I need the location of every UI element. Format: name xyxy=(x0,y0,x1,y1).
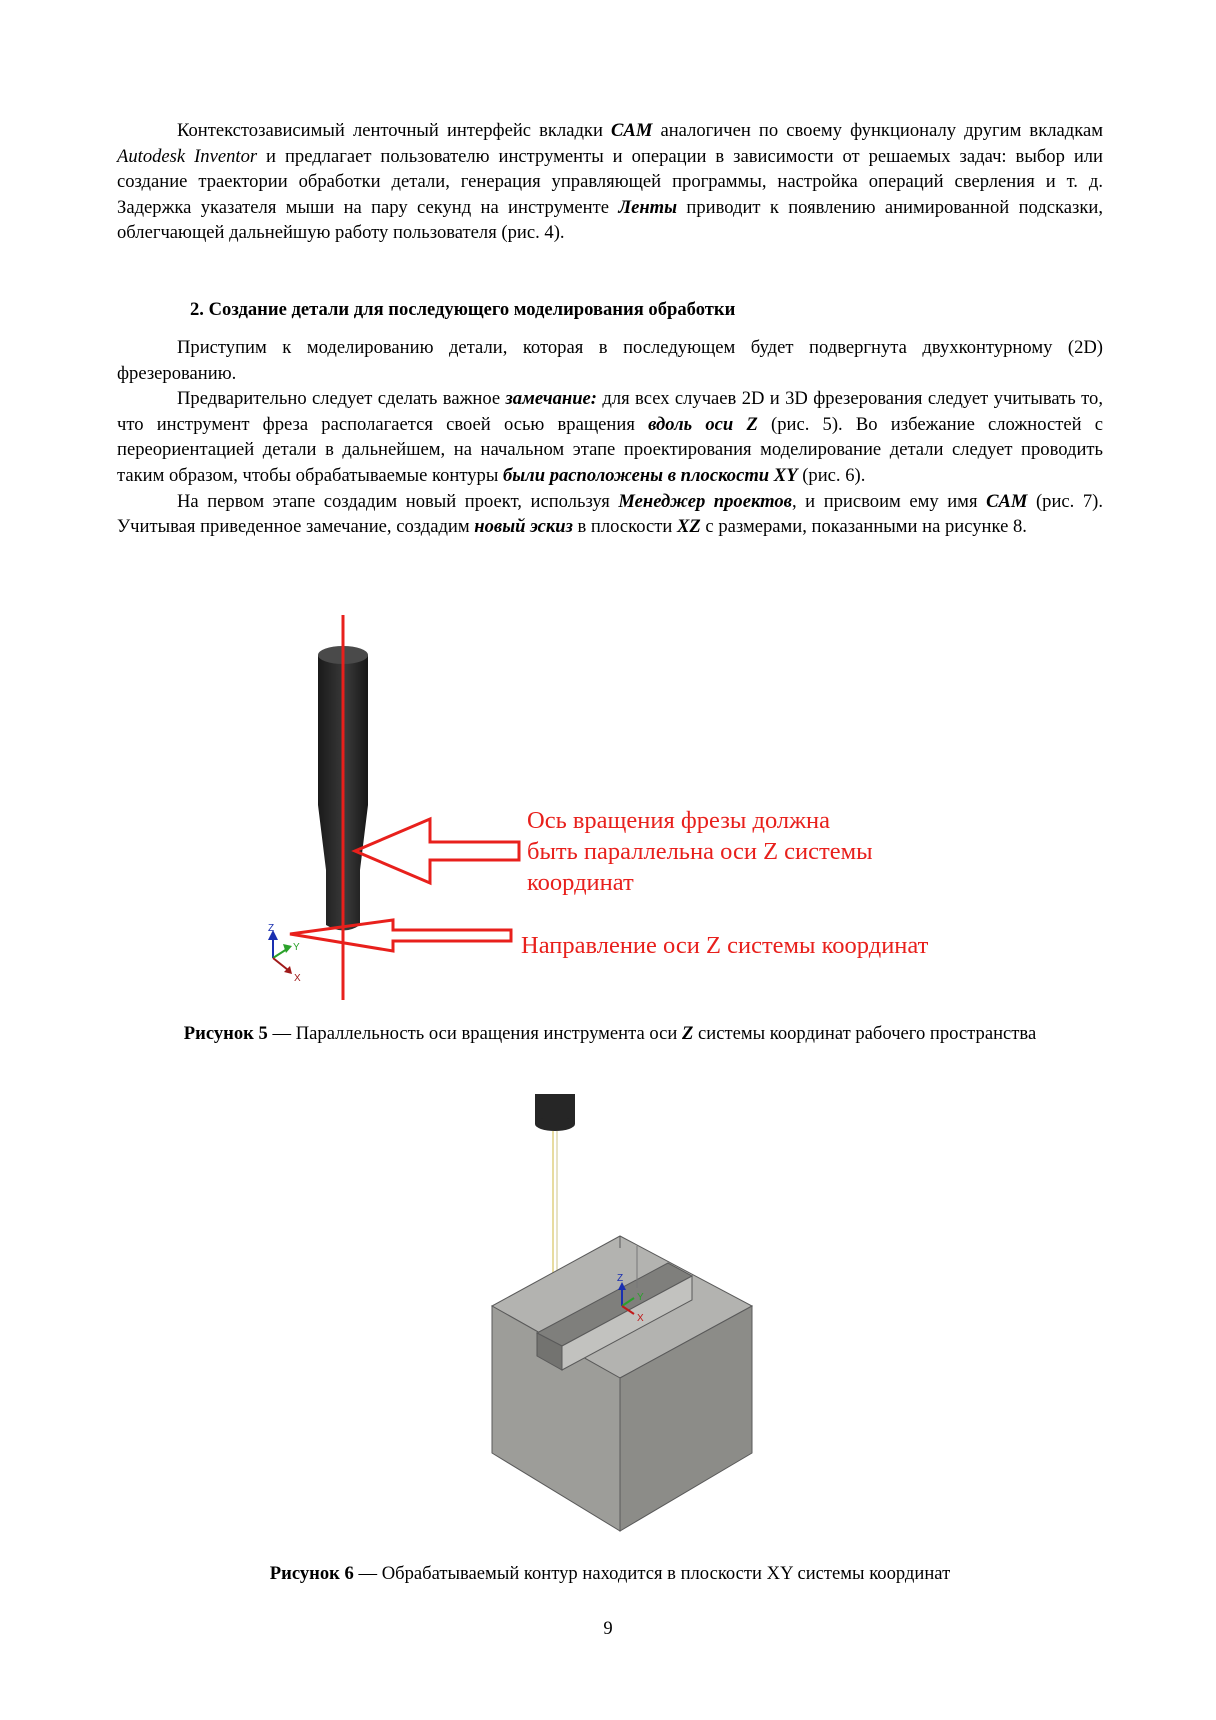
emphasis-xz: XZ xyxy=(677,516,701,538)
axis-label-x: X xyxy=(294,973,301,984)
emphasis-inventor: Autodesk Inventor xyxy=(117,145,258,167)
section-heading: 2. Создание детали для последующего моделирования обработки xyxy=(190,299,736,320)
paragraph-2: Предварительно следует сделать важное замечание: для всех случаев 2D и 3D фрезерования следует учитывать то, что инструмент фреза располагается своей осью вращения вдоль оси Z (рис. 5). Во избежание сложностей с переориентацией детали в дальнейшем, на начальном этапе проектирования моделирование детали следует проводить таким образом, чтобы обрабатываемые контуры были расположены в плоскости XY (рис. 6). xyxy=(117,388,1103,486)
emphasis-new-sketch: новый эскиз xyxy=(474,516,573,538)
emphasis-cam: CAM xyxy=(611,120,653,141)
text-run: аналогичен по своему функционалу другим вкладкам xyxy=(652,120,1104,141)
page-number: 9 xyxy=(603,1618,613,1639)
text-run: приводит к появлению анимированной подсказки, облегчающей дальнейшую работу пользователя (рис. 4). xyxy=(117,196,1103,244)
axis-label-y: Y xyxy=(637,1292,644,1303)
axis-label-z: Z xyxy=(617,1273,624,1284)
emphasis-project-manager: Менеджер проектов xyxy=(618,490,792,512)
paragraph-1: Приступим к моделированию детали, которая в последующем будет подвергнута двухконтурному (2D) фрезерованию. xyxy=(117,337,1103,384)
figure-5-caption: Рисунок 5 — Параллельность оси вращения инструмента оси Z системы координат рабочего пространства xyxy=(183,1023,1037,1044)
emphasis-xy-plane: были расположены в плоскости XY xyxy=(503,464,798,486)
annotation-rotation-axis: Ось вращения фрезы должна быть параллельна оси Z системы координат xyxy=(527,807,873,896)
text-run: и предлагает пользователю инструменты и операции в зависимости от решаемых задач: выбор или создание траектории обработки детали, генерация управляющей программы, настройка операций сверления и т. д. Задержка указателя мыши на пару секунд на инструменте xyxy=(117,145,1103,218)
axis-label-y: Y xyxy=(293,942,300,953)
arrow-rotation-axis xyxy=(355,819,519,883)
annotation-z-direction: Направление оси Z системы координат xyxy=(521,932,929,959)
arrow-z-direction xyxy=(290,920,511,951)
text-run: Контекстозависимый ленточный интерфейс вкладки xyxy=(177,120,612,141)
emphasis-remark: замечание: xyxy=(505,388,597,410)
intro-paragraph xyxy=(117,118,1103,246)
figure-6-illustration xyxy=(0,1088,1216,1538)
section-body xyxy=(117,335,1103,540)
axis-label-z: Z xyxy=(268,923,275,934)
figure-6 xyxy=(0,1088,1216,1538)
paragraph-3: На первом этапе создадим новый проект, используя Менеджер проектов, и присвоим ему имя CAM (рис. 7). Учитывая приведенное замечание, создадим новый эскиз в плоскости XZ с размерами, показанными на рисунке 8. xyxy=(117,490,1103,538)
emphasis-along-z: вдоль оси Z xyxy=(648,413,758,435)
axis-label-x: X xyxy=(637,1313,644,1324)
emphasis-ribbon: Ленты xyxy=(618,196,678,218)
figure-6-caption: Рисунок 6 — Обрабатываемый контур находится в плоскости XY системы координат xyxy=(269,1563,951,1584)
figure-5 xyxy=(0,600,1216,1020)
emphasis-cam-name: CAM xyxy=(986,490,1028,512)
